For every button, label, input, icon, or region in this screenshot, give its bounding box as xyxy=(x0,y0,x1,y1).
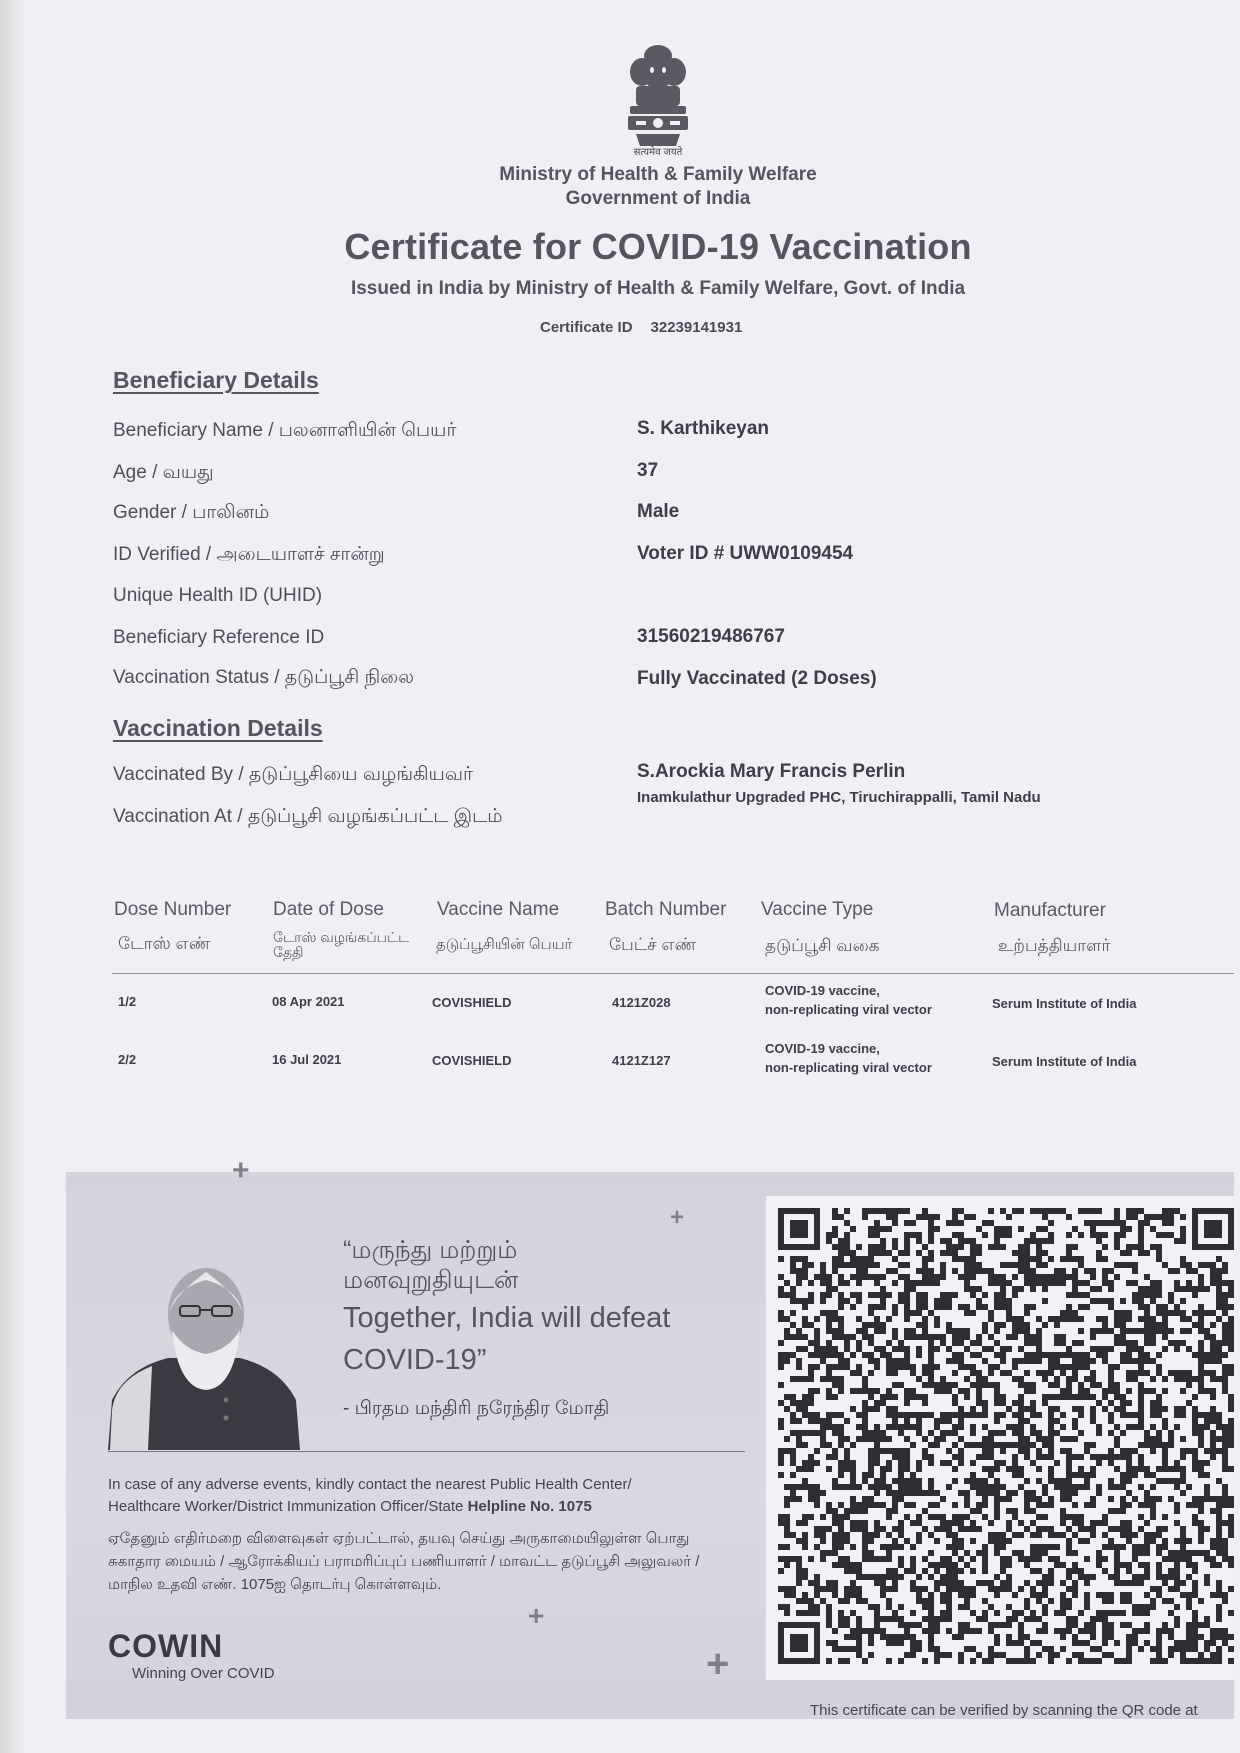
age-value: 37 xyxy=(637,460,659,481)
row1-type-line1: COVID-19 vaccine, xyxy=(765,983,880,998)
cowin-tagline: Winning Over COVID xyxy=(132,1665,275,1682)
vaccination-at-value: Inamkulathur Upgraded PHC, Tiruchirappalli, Tamil Nadu xyxy=(637,789,1041,806)
th-vaccine-type-ta: தடுப்பூசி வகை xyxy=(765,936,880,955)
vaccination-details-heading: Vaccination Details xyxy=(113,715,323,741)
gender-label: Gender / பாலினம் xyxy=(113,502,270,523)
plus-decoration-icon: + xyxy=(706,1642,730,1686)
th-date-of-dose-ta: டோஸ் வழங்கப்பட்ட தேதி xyxy=(273,929,410,960)
th-manufacturer: Manufacturer xyxy=(994,900,1106,921)
helpline-number: Helpline No. 1075 xyxy=(467,1498,592,1515)
government-name: Government of India xyxy=(565,188,751,209)
adverse-events-line2 xyxy=(108,1496,748,1518)
certificate-title: Certificate for COVID-19 Vaccination xyxy=(344,226,972,267)
adverse-events-tamil-line1: ஏதேனும் எதிர்மறை விளைவுகள் ஏற்பட்டால், தயவு செய்து அருகாமையிலுள்ள பொது xyxy=(108,1530,690,1547)
certificate-id-label: Certificate ID xyxy=(540,319,633,336)
quote-tamil-line1: “மருந்து மற்றும் xyxy=(343,1236,518,1264)
vaccinated-by-label: Vaccinated By / தடுப்பூசியை வழங்கியவர் xyxy=(113,764,473,785)
row2-date: 16 Jul 2021 xyxy=(272,1052,342,1067)
plus-decoration-icon: + xyxy=(528,1600,545,1631)
th-batch-number-ta: பேட்ச் எண் xyxy=(609,935,697,954)
th-vaccine-name-ta: தடுப்பூசியின் பெயர் xyxy=(436,936,573,953)
certificate-id-value: 32239141931 xyxy=(650,319,743,336)
emblem-motto: सत्यमेव जयते xyxy=(633,147,683,158)
ministry-name: Ministry of Health & Family Welfare xyxy=(499,164,817,185)
verification-note: This certificate can be verified by scanning the QR code at xyxy=(810,1702,1198,1719)
id-verified-value: Voter ID # UWW0109454 xyxy=(637,543,854,564)
row2-type-line2: non-replicating viral vector xyxy=(765,1060,932,1075)
row1-manufacturer: Serum Institute of India xyxy=(992,996,1137,1011)
prime-minister-portrait xyxy=(108,1250,300,1450)
row2-manufacturer: Serum Institute of India xyxy=(992,1054,1137,1069)
vaccinated-by-value: S.Arockia Mary Francis Perlin xyxy=(637,761,906,782)
th-dose-number: Dose Number xyxy=(114,899,232,920)
row2-type-line1: COVID-19 vaccine, xyxy=(765,1041,880,1056)
adverse-events-tamil-line3: மாநில உதவி எண். 1075ஐ தொடர்பு கொள்ளவும். xyxy=(108,1576,442,1593)
national-emblem-icon xyxy=(622,42,694,154)
row1-date: 08 Apr 2021 xyxy=(272,994,345,1009)
th-vaccine-type: Vaccine Type xyxy=(761,899,874,920)
banner-divider xyxy=(108,1451,745,1452)
uhid-label: Unique Health ID (UHID) xyxy=(113,585,323,606)
vaccination-at-label: Vaccination At / தடுப்பூசி வழங்கப்பட்ட இடம் xyxy=(113,806,503,827)
row1-type-line2: non-replicating viral vector xyxy=(765,1002,932,1017)
vaccination-status-label: Vaccination Status / தடுப்பூசி நிலை xyxy=(113,667,414,688)
adverse-events-tamil-line2: சுகாதார மையம் / ஆரோக்கியப் பராமரிப்புப் பணியாளர் / மாவட்ட தடுப்பூசி அலுவலர் / xyxy=(108,1553,700,1570)
beneficiary-name-value: S. Karthikeyan xyxy=(637,418,769,439)
row1-vaccine: COVISHIELD xyxy=(432,995,512,1010)
quote-english-line2: COVID-19” xyxy=(343,1344,487,1376)
quote-attribution: - பிரதம மந்திரி நரேந்திர மோதி xyxy=(343,1398,610,1419)
plus-decoration-icon: + xyxy=(232,1154,250,1187)
row2-batch: 4121Z127 xyxy=(612,1053,671,1068)
th-manufacturer-ta: உற்பத்தியாளர் xyxy=(998,936,1111,955)
beneficiary-reference-id-label: Beneficiary Reference ID xyxy=(113,627,325,648)
row1-dose: 1/2 xyxy=(118,994,137,1009)
beneficiary-name-label: Beneficiary Name / பலனாளியின் பெயர் xyxy=(113,420,457,441)
adverse-events-line2-text: Healthcare Worker/District Immunization Officer/State xyxy=(108,1498,464,1515)
quote-tamil-line2: மனவுறுதியுடன் xyxy=(343,1266,519,1294)
adverse-events-line1: In case of any adverse events, kindly contact the nearest Public Health Center/ xyxy=(108,1476,632,1493)
cowin-logo: COWIN xyxy=(108,1628,224,1664)
adverse-events-tamil xyxy=(108,1527,748,1596)
row1-batch: 4121Z028 xyxy=(612,995,671,1010)
adverse-events-english xyxy=(108,1474,748,1518)
row2-vaccine: COVISHIELD xyxy=(432,1053,512,1068)
beneficiary-details-heading: Beneficiary Details xyxy=(113,367,319,393)
quote-english-line1: Together, India will defeat xyxy=(343,1302,671,1334)
plus-decoration-icon: + xyxy=(670,1204,685,1231)
gender-value: Male xyxy=(637,501,680,522)
th-vaccine-name: Vaccine Name xyxy=(437,899,560,920)
age-label: Age / வயது xyxy=(113,462,214,483)
certificate-subtitle: Issued in India by Ministry of Health & Family Welfare, Govt. of India xyxy=(350,278,966,299)
th-batch-number: Batch Number xyxy=(605,899,727,920)
th-date-of-dose: Date of Dose xyxy=(273,899,384,920)
vaccination-status-value: Fully Vaccinated (2 Doses) xyxy=(637,668,877,689)
qr-code[interactable] xyxy=(778,1208,1234,1664)
table-divider xyxy=(112,973,1234,974)
beneficiary-reference-id-value: 31560219486767 xyxy=(637,626,785,647)
certificate-id xyxy=(540,319,742,336)
id-verified-label: ID Verified / அடையாளச் சான்று xyxy=(113,544,385,565)
row2-dose: 2/2 xyxy=(118,1052,137,1067)
th-dose-number-ta: டோஸ் எண் xyxy=(118,934,211,953)
